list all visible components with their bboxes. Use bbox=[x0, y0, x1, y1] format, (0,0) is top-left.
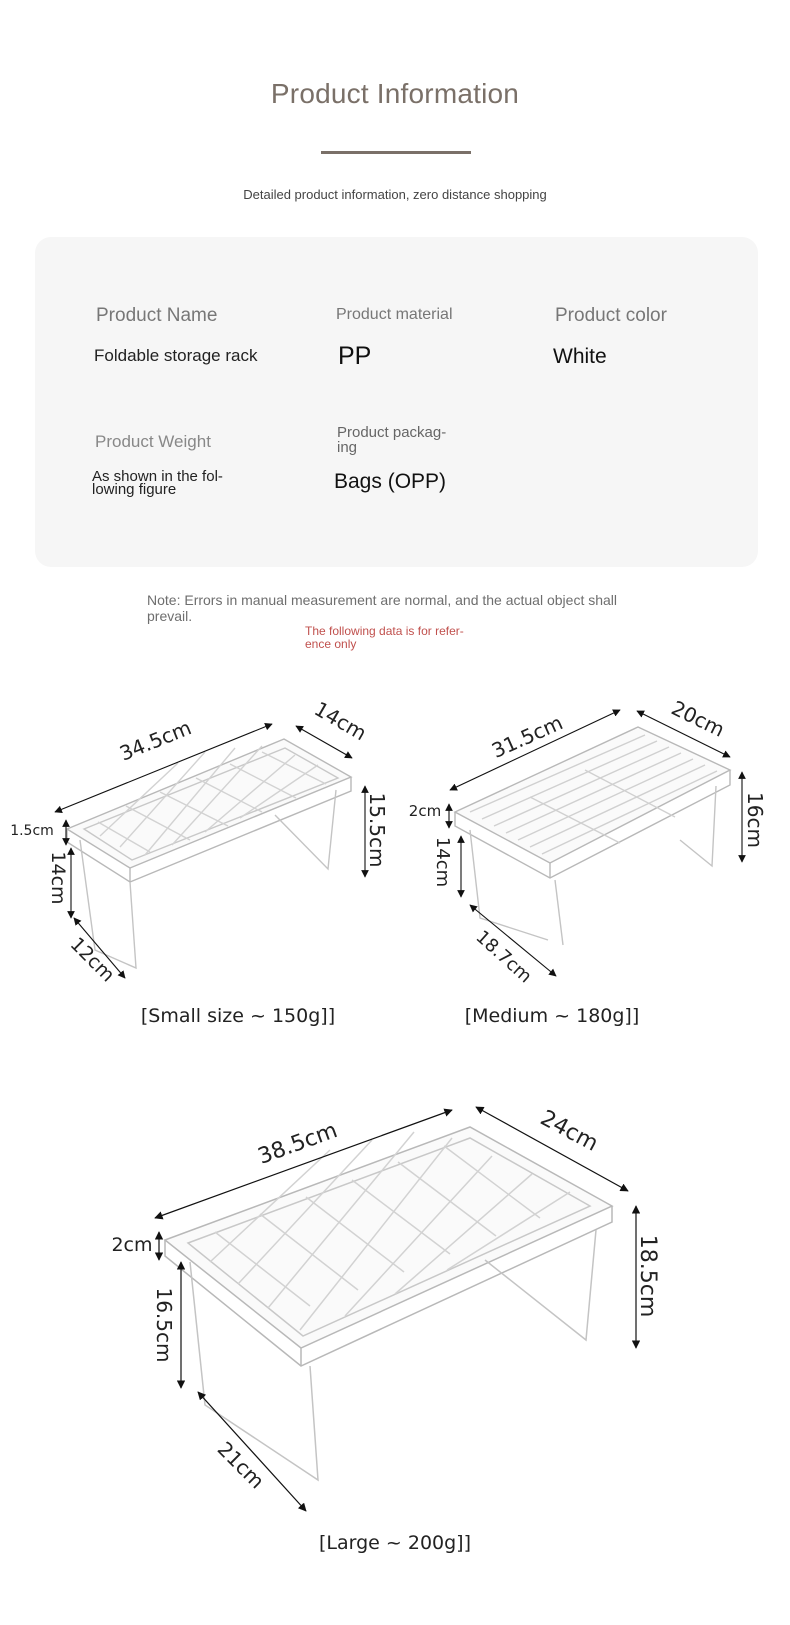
page-title: Product Information bbox=[270, 78, 520, 109]
product-color-value: White bbox=[553, 345, 607, 368]
reference-note-line2: ence only bbox=[305, 637, 357, 651]
medium-thickness-label: 2cm bbox=[408, 802, 442, 820]
small-size-caption: [Small size ~ 150g]] bbox=[140, 1005, 336, 1027]
product-weight-value-line1: As shown in the fol- bbox=[92, 468, 223, 485]
product-weight-label: Product Weight bbox=[95, 432, 211, 451]
product-color-label: Product color bbox=[555, 305, 667, 326]
medium-height-label: 16cm bbox=[743, 792, 767, 848]
small-leg-length-label: 12cm bbox=[65, 933, 119, 987]
small-length-label: 34.5cm bbox=[116, 715, 195, 766]
medium-leg-height-label: 14cm bbox=[432, 836, 453, 888]
measurement-note-line2: prevail. bbox=[147, 608, 193, 624]
large-length-label: 38.5cm bbox=[254, 1118, 341, 1170]
medium-size-caption: [Medium ~ 180g]] bbox=[464, 1005, 640, 1027]
small-leg-height-label: 14cm bbox=[47, 851, 69, 905]
medium-rack-figure bbox=[409, 696, 767, 988]
large-thickness-label: 2cm bbox=[111, 1234, 153, 1256]
medium-length-label: 31.5cm bbox=[488, 710, 567, 763]
product-packaging-label-line2: ing bbox=[337, 439, 358, 456]
small-width-label: 14cm bbox=[310, 696, 371, 746]
product-name-label: Product Name bbox=[96, 305, 218, 326]
small-thickness-label: 1.5cm bbox=[10, 823, 54, 839]
small-rack-drawing bbox=[67, 739, 351, 968]
product-packaging-label-line1: Product packag- bbox=[337, 424, 447, 441]
large-width-label: 24cm bbox=[536, 1105, 603, 1157]
small-height-label: 15.5cm bbox=[365, 792, 389, 868]
medium-width-label: 20cm bbox=[667, 695, 729, 742]
product-material-value: PP bbox=[338, 342, 372, 370]
product-name-value: Foldable storage rack bbox=[94, 346, 258, 365]
medium-leg-length-label: 18.7cm bbox=[471, 926, 536, 988]
measurement-note-line1: Note: Errors in manual measurement are normal, and the actual object shall bbox=[147, 592, 618, 608]
small-rack-figure bbox=[10, 697, 389, 987]
large-rack-figure bbox=[111, 1106, 660, 1511]
large-leg-height-label: 16.5cm bbox=[152, 1287, 176, 1363]
reference-note-line1: The following data is for refer- bbox=[305, 624, 464, 638]
page-subtitle: Detailed product information, zero distance shopping bbox=[243, 187, 547, 202]
large-rack-drawing bbox=[165, 1127, 612, 1480]
product-material-label: Product material bbox=[336, 306, 453, 323]
large-size-caption: [Large ~ 200g]] bbox=[318, 1532, 472, 1554]
large-leg-length-label: 21cm bbox=[212, 1436, 270, 1494]
large-height-label: 18.5cm bbox=[635, 1234, 660, 1318]
product-weight-value-line2: lowing figure bbox=[92, 481, 177, 498]
product-packaging-value: Bags (OPP) bbox=[334, 470, 447, 493]
